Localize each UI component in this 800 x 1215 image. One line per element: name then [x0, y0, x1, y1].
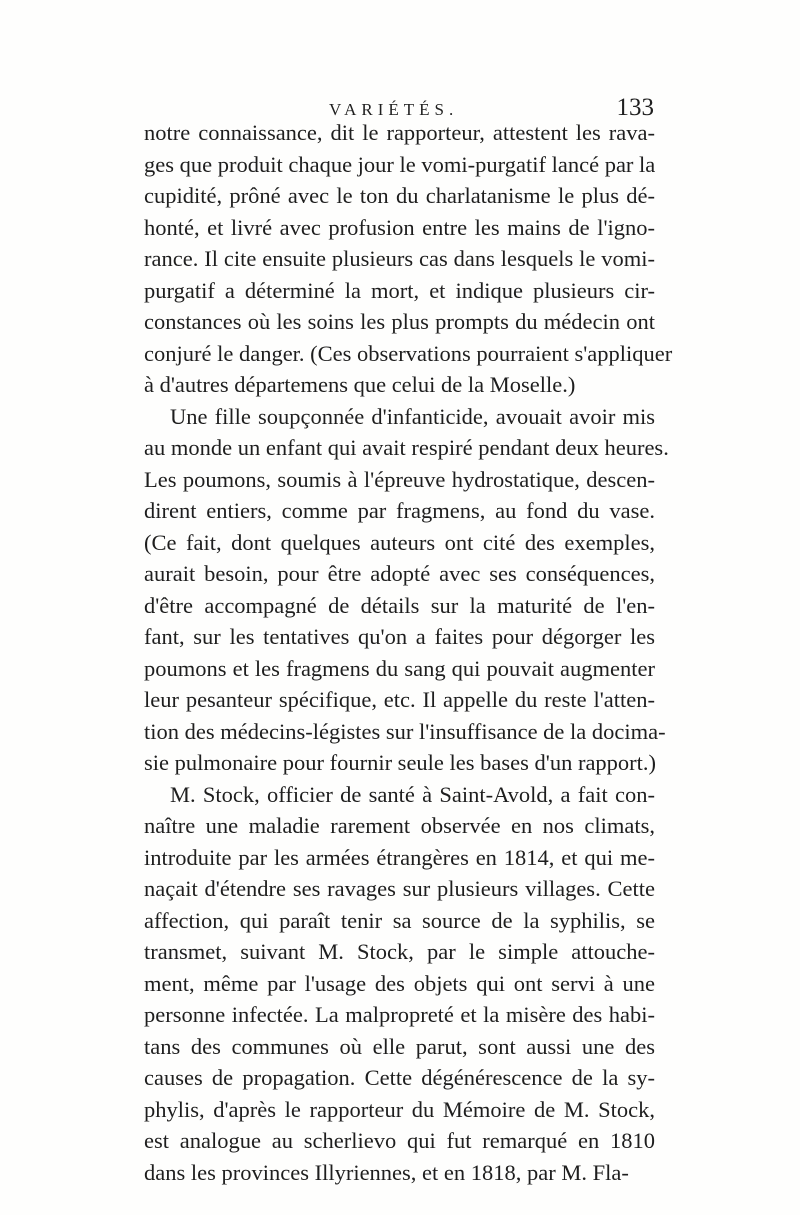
text-line: rance. Il cite ensuite plusieurs cas dans lesquels le vomi-	[144, 246, 655, 271]
text-line: conjuré le danger. (Ces observations pourraient s'appliquer	[144, 340, 673, 366]
text-line: constances où les soins les plus prompts du médecin ont	[144, 309, 655, 334]
running-title: VARIÉTÉS.	[329, 100, 459, 119]
paragraph	[144, 779, 655, 1189]
text-line: aurait besoin, pour être adopté avec ses conséquences,	[144, 561, 655, 586]
text-line: Une fille soupçonnée d'infanticide, avouait avoir mis	[170, 403, 655, 429]
text-line: leur pesanteur spécifique, etc. Il appelle du reste l'atten-	[144, 687, 655, 712]
text-line: honté, et livré avec profusion entre les mains de l'igno-	[144, 214, 655, 240]
paragraph	[144, 117, 673, 401]
text-line: ment, même par l'usage des objets qui ont servi à une	[144, 970, 655, 996]
body-text	[144, 117, 673, 1188]
text-line: tion des médecins-légistes sur l'insuffisance de la docima-	[144, 718, 666, 744]
text-line: transmet, suivant M. Stock, par le simple attouche-	[144, 939, 655, 964]
text-line: M. Stock, officier de santé à Saint-Avold, a fait con-	[170, 781, 655, 807]
text-line: dirent entiers, comme par fragmens, au fond du vase.	[144, 498, 655, 523]
text-line: causes de propagation. Cette dégénérescence de la sy-	[144, 1065, 655, 1090]
text-line: introduite par les armées étrangères en 1814, et qui me-	[144, 844, 655, 870]
text-line: cupidité, prôné avec le ton du charlatanisme le plus dé-	[144, 183, 655, 208]
text-line: au monde un enfant qui avait respiré pendant deux heures.	[144, 435, 669, 460]
text-line: sie pulmonaire pour fournir seule les bases d'un rapport.)	[144, 750, 657, 775]
text-line: naçait d'étendre ses ravages sur plusieurs villages. Cette	[144, 876, 655, 901]
text-line: notre connaissance, dit le rapporteur, attestent les rava-	[144, 120, 655, 145]
text-line: naître une maladie rarement observée en nos climats,	[144, 813, 655, 838]
text-line: d'être accompagné de détails sur la maturité de l'en-	[144, 592, 655, 618]
page-number: 133	[616, 94, 654, 121]
text-line: poumons et les fragmens du sang qui pouvait augmenter	[144, 655, 655, 681]
text-line: affection, qui paraît tenir sa source de la syphilis, se	[144, 907, 655, 933]
text-line: phylis, d'après le rapporteur du Mémoire de M. Stock,	[144, 1096, 655, 1122]
text-line: dans les provinces Illyriennes, et en 1818, par M. Fla-	[144, 1159, 629, 1185]
text-line: fant, sur les tentatives qu'on a faites pour dégorger les	[144, 624, 655, 649]
text-line: est analogue au scherlievo qui fut remarqué en 1810	[144, 1128, 655, 1153]
text-line: ges que produit chaque jour le vomi-purgatif lancé par la	[144, 151, 656, 177]
text-line: Les poumons, soumis à l'épreuve hydrostatique, descen-	[144, 466, 655, 492]
text-line: personne infectée. La malpropreté et la misère des habi-	[144, 1002, 655, 1027]
text-line: purgatif a déterminé la mort, et indique plusieurs cir-	[144, 277, 655, 303]
text-line: à d'autres départemens que celui de la Moselle.)	[144, 372, 576, 397]
text-line: tans des communes où elle parut, sont aussi une des	[144, 1033, 655, 1059]
paragraph	[144, 401, 669, 779]
text-line: (Ce fait, dont quelques auteurs ont cité des exemples,	[144, 529, 655, 555]
